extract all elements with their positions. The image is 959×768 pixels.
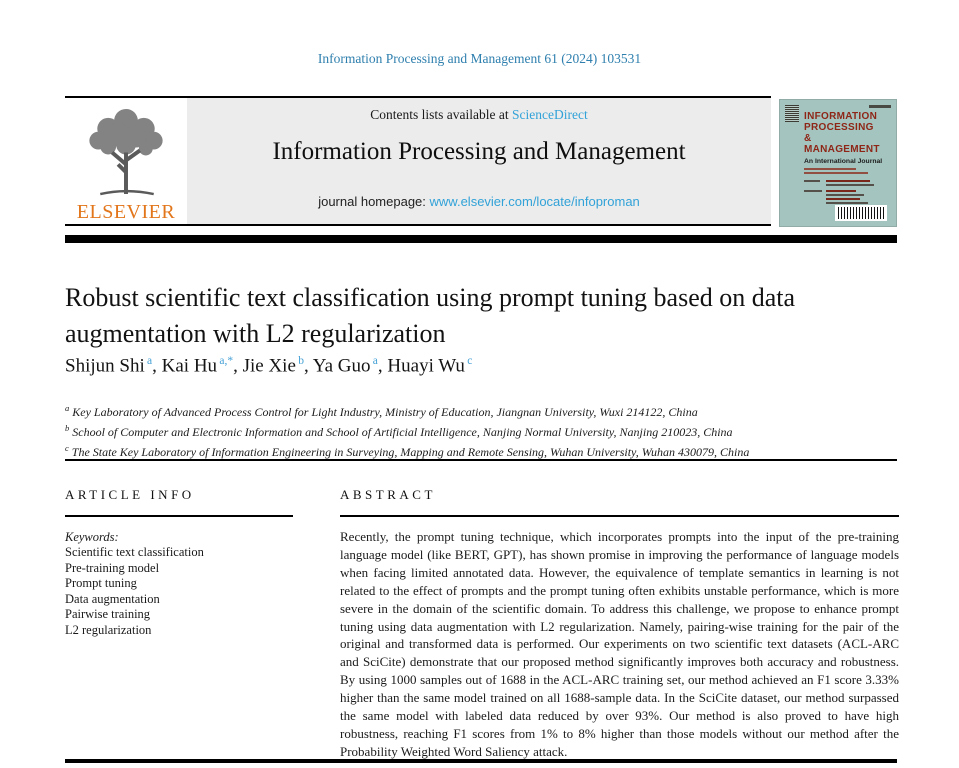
affiliation-marker: c — [65, 442, 69, 453]
abstract-column — [340, 487, 899, 761]
journal-title: Information Processing and Management — [272, 138, 686, 165]
page-bottom-rule — [65, 759, 897, 763]
author-separator: , — [377, 355, 388, 377]
affiliation-text: Key Laboratory of Advanced Process Control for Light Industry, Ministry of Education, Jiangnan University, Wuxi 214122, China — [72, 405, 698, 419]
cover-subtitle: An International Journal — [804, 158, 883, 165]
cover-issn-text — [869, 105, 891, 108]
cover-editor-text-bar — [826, 184, 874, 186]
affiliations — [65, 401, 749, 460]
authors-line — [65, 355, 472, 377]
keyword-item: Pre-training model — [65, 560, 160, 575]
journal-header — [65, 96, 897, 228]
author-name: Huayi Wu — [387, 355, 465, 377]
cover-editor-text-bar — [826, 198, 860, 200]
keyword-item: Pairwise training — [65, 607, 151, 622]
cover-title — [804, 111, 880, 155]
cover-editor-text-bar — [804, 190, 822, 192]
article-title: Robust scientific text classification using prompt tuning based on data augmentation with L2 regularization — [65, 283, 796, 348]
cover-title-line: INFORMATION — [804, 111, 878, 122]
keyword-item: Prompt tuning — [65, 576, 137, 591]
keyword-item: Scientific text classification — [65, 545, 204, 559]
keyword-item: L2 regularization — [65, 622, 152, 637]
elsevier-tree-icon — [78, 103, 174, 200]
header-divider-bar — [65, 235, 897, 243]
abstract-text: Recently, the prompt tuning technique, which incorporates prompts into the input of the pre-training language model (like BERT, GPT), has shown promise in improving the performance of language models when facing limited annotated data. However, the equivalence of template semantics in learning is not related to the effect of prompts and the prompt tuning often exhibits unstable performance, which is more severe in the domain of the scientific domain. To address this challenge, we propose to enhance prompt tuning using data augmentation with L2 regularization. Namely, pairing-wise training for the pair of the original and transformed data is performed. Our experiments on two scientific text datasets (ACL-ARC and SciCite) demonstrate that our proposed method significantly improves both accuracy and robustness. By using 1000 samples out of 1688 in the ACL-ARC training set, our method achieved an F1 score 3.33% higher than the same model trained on all 1688-sample data. In the SciCite dataset, our method surpassed the same model with labeled data reduced by over 93%. Our method is also proved to have high robustness, reaching F1 scores from 1% to 8% higher than those models without our method after the Probability Weighted Word Saliency attack. — [340, 529, 899, 759]
contents-line — [187, 107, 771, 123]
author-name: Kai Hu — [161, 355, 218, 377]
article-info-column — [65, 487, 293, 639]
author-affiliation-ref[interactable]: b — [295, 355, 304, 367]
cover-editor-text-bar — [826, 190, 856, 192]
abstract-heading: ABSTRACT — [340, 487, 436, 502]
cover-title-line: PROCESSING — [804, 122, 874, 133]
journal-cover-thumbnail — [779, 99, 897, 227]
article-info-rule — [65, 515, 293, 517]
article-info-heading: ARTICLE INFO — [65, 487, 195, 502]
journal-banner — [187, 98, 771, 224]
affiliations-divider-rule — [65, 459, 897, 461]
elsevier-logo — [65, 98, 187, 224]
elsevier-wordmark: ELSEVIER — [76, 201, 176, 223]
affiliation-row — [65, 421, 749, 441]
homepage-url-link[interactable]: www.elsevier.com/locate/infoproman — [429, 194, 640, 209]
cover-editor-text-bar — [804, 180, 820, 182]
keywords-label: Keywords: — [65, 530, 119, 544]
citation-line: Information Processing and Management 61 (2024) 103531 — [317, 51, 642, 66]
author-affiliation-ref[interactable]: a — [144, 355, 153, 367]
sciencedirect-link[interactable]: ScienceDirect — [512, 107, 588, 122]
cover-title-line: & — [804, 133, 812, 144]
homepage-line — [187, 194, 771, 209]
cover-editor-text-bar — [826, 202, 868, 204]
contents-line-prefix: Contents lists available at — [370, 107, 512, 122]
keyword-item: Data augmentation — [65, 591, 160, 606]
author-name: Jie Xie — [242, 355, 296, 377]
abstract-rule — [340, 515, 899, 517]
cover-barcode — [835, 205, 887, 221]
author-affiliation-ref[interactable]: a,* — [217, 355, 234, 367]
cover-editor-text-bar — [826, 194, 864, 196]
affiliation-text: School of Computer and Electronic Information and School of Artificial Intelligence, Nanjing Normal University, Nanjing 210023, China — [72, 424, 733, 439]
author-separator: , — [233, 355, 243, 377]
cover-editor-text-bar — [826, 180, 870, 182]
journal-header-main — [65, 96, 771, 226]
cover-publisher-mark-icon — [785, 105, 799, 122]
cover-tagline-bar — [804, 172, 868, 174]
keywords-list — [65, 545, 293, 639]
author-affiliation-ref[interactable]: a — [370, 355, 378, 367]
author-separator: , — [303, 355, 313, 377]
affiliation-marker: b — [65, 422, 70, 433]
affiliation-marker: a — [65, 403, 70, 413]
author-separator: , — [152, 355, 162, 377]
cover-tagline-bar — [804, 168, 856, 170]
author-name: Shijun Shi — [65, 355, 145, 377]
homepage-label: journal homepage: — [318, 194, 430, 209]
author-affiliation-ref[interactable]: c — [464, 355, 473, 367]
cover-title-line: MANAGEMENT — [804, 144, 880, 155]
affiliation-text: The State Key Laboratory of Information Engineering in Surveying, Mapping and Remote Sensing, Wuhan University, Wuhan 430079, China — [71, 444, 750, 459]
affiliation-row — [65, 441, 749, 461]
affiliation-row — [65, 401, 749, 421]
author-name: Ya Guo — [312, 355, 371, 377]
